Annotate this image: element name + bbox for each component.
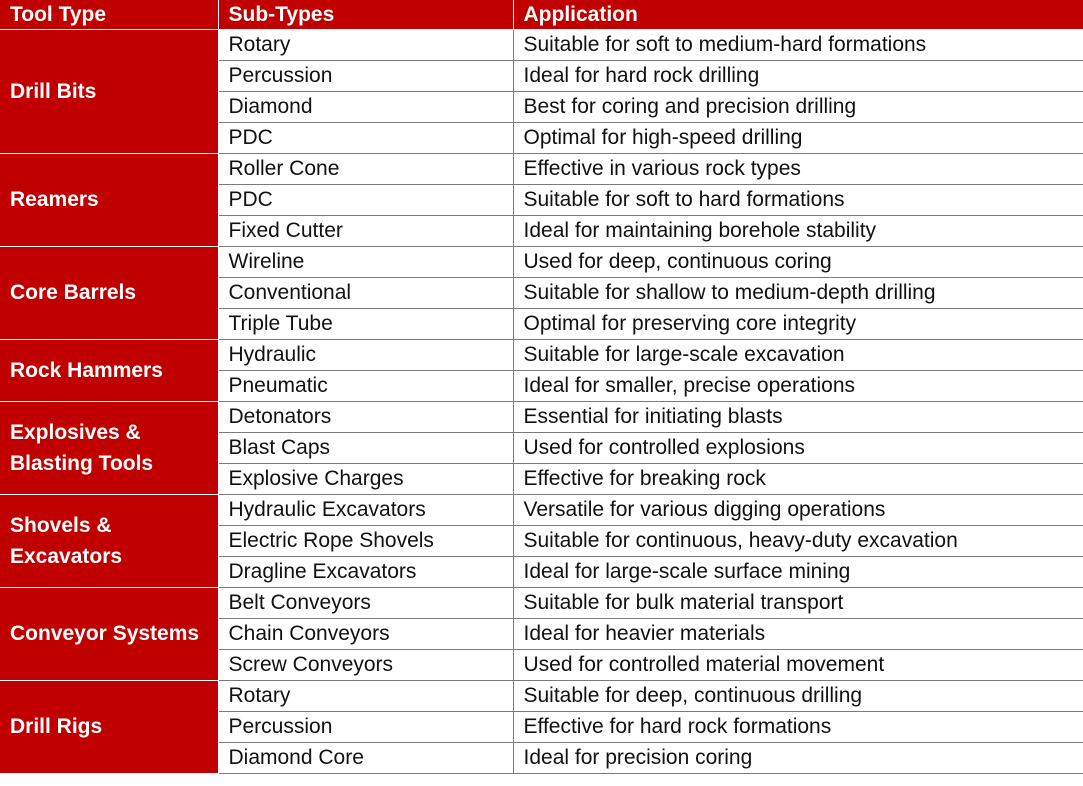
table-row [0, 246, 1083, 277]
tool-type-cell: Shovels & Excavators [0, 494, 218, 587]
application-cell: Best for coring and precision drilling [513, 91, 1083, 122]
sub-type-cell: Diamond Core [218, 742, 513, 773]
tool-type-cell: Drill Rigs [0, 680, 218, 773]
sub-type-cell: PDC [218, 122, 513, 153]
sub-type-cell: Electric Rope Shovels [218, 525, 513, 556]
table-row [0, 401, 1083, 432]
sub-type-cell: Wireline [218, 246, 513, 277]
sub-type-cell: Chain Conveyors [218, 618, 513, 649]
header-sub-types: Sub-Types [218, 0, 513, 29]
table-row [0, 587, 1083, 618]
header-row [0, 0, 1083, 29]
application-cell: Optimal for high-speed drilling [513, 122, 1083, 153]
sub-type-cell: Conventional [218, 277, 513, 308]
sub-type-cell: Triple Tube [218, 308, 513, 339]
tool-type-cell: Conveyor Systems [0, 587, 218, 680]
sub-type-cell: PDC [218, 184, 513, 215]
sub-type-cell: Rotary [218, 29, 513, 60]
sub-type-cell: Percussion [218, 60, 513, 91]
sub-type-cell: Pneumatic [218, 370, 513, 401]
application-cell: Used for controlled explosions [513, 432, 1083, 463]
header-application: Application [513, 0, 1083, 29]
tool-type-cell: Rock Hammers [0, 339, 218, 401]
application-cell: Ideal for hard rock drilling [513, 60, 1083, 91]
header-tool-type: Tool Type [0, 0, 218, 29]
table-row [0, 339, 1083, 370]
application-cell: Optimal for preserving core integrity [513, 308, 1083, 339]
application-cell: Used for deep, continuous coring [513, 246, 1083, 277]
application-cell: Suitable for soft to hard formations [513, 184, 1083, 215]
sub-type-cell: Detonators [218, 401, 513, 432]
sub-type-cell: Explosive Charges [218, 463, 513, 494]
application-cell: Effective for hard rock formations [513, 711, 1083, 742]
sub-type-cell: Screw Conveyors [218, 649, 513, 680]
application-cell: Effective in various rock types [513, 153, 1083, 184]
tool-type-cell: Reamers [0, 153, 218, 246]
table-row [0, 680, 1083, 711]
sub-type-cell: Roller Cone [218, 153, 513, 184]
sub-type-cell: Percussion [218, 711, 513, 742]
application-cell: Ideal for large-scale surface mining [513, 556, 1083, 587]
application-cell: Ideal for heavier materials [513, 618, 1083, 649]
application-cell: Used for controlled material movement [513, 649, 1083, 680]
sub-type-cell: Blast Caps [218, 432, 513, 463]
sub-type-cell: Hydraulic [218, 339, 513, 370]
application-cell: Suitable for continuous, heavy-duty excavation [513, 525, 1083, 556]
application-cell: Versatile for various digging operations [513, 494, 1083, 525]
tool-type-cell: Explosives & Blasting Tools [0, 401, 218, 494]
application-cell: Ideal for maintaining borehole stability [513, 215, 1083, 246]
table-row [0, 29, 1083, 60]
sub-type-cell: Dragline Excavators [218, 556, 513, 587]
sub-type-cell: Hydraulic Excavators [218, 494, 513, 525]
application-cell: Suitable for shallow to medium-depth drilling [513, 277, 1083, 308]
application-cell: Suitable for bulk material transport [513, 587, 1083, 618]
sub-type-cell: Fixed Cutter [218, 215, 513, 246]
tool-type-cell: Core Barrels [0, 246, 218, 339]
application-cell: Ideal for smaller, precise operations [513, 370, 1083, 401]
application-cell: Ideal for precision coring [513, 742, 1083, 773]
application-cell: Suitable for soft to medium-hard formations [513, 29, 1083, 60]
application-cell: Suitable for large-scale excavation [513, 339, 1083, 370]
application-cell: Suitable for deep, continuous drilling [513, 680, 1083, 711]
sub-type-cell: Belt Conveyors [218, 587, 513, 618]
sub-type-cell: Rotary [218, 680, 513, 711]
table-row [0, 494, 1083, 525]
table-body [0, 29, 1083, 773]
table-row [0, 153, 1083, 184]
application-cell: Effective for breaking rock [513, 463, 1083, 494]
application-cell: Essential for initiating blasts [513, 401, 1083, 432]
sub-type-cell: Diamond [218, 91, 513, 122]
tool-type-cell: Drill Bits [0, 29, 218, 153]
table-header [0, 0, 1083, 29]
